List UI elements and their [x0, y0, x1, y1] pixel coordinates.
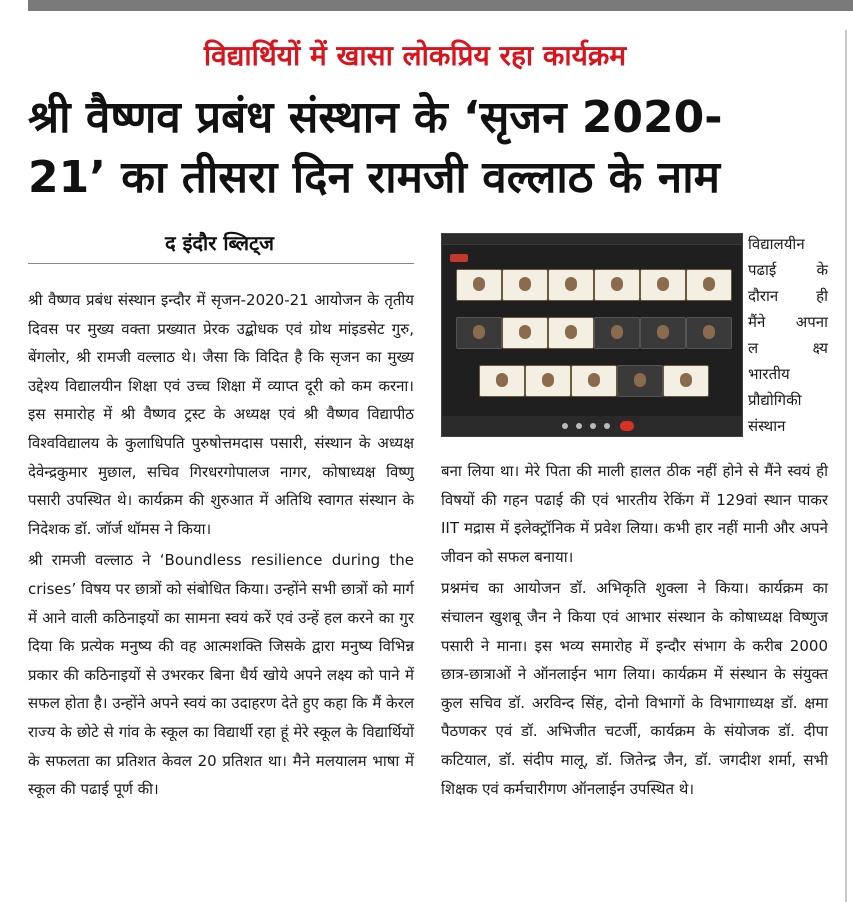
byline-rule [28, 263, 414, 264]
participant-tile [571, 365, 617, 397]
main-headline [28, 88, 843, 208]
participant-tile [502, 269, 548, 301]
participant-tile [479, 365, 525, 397]
top-rule [28, 0, 853, 11]
wrap-line: विद्यालयीन [748, 235, 805, 253]
left-paragraph-1: श्री वैष्णव प्रबंध संस्थान इन्दौर में सृजन-2020-21 आयोजन के तृतीय दिवस पर मुख्य वक्ता प्रख्यात प्रेरक उद्बोधक एवं ग्रोथ मांइडसेट गुरु, बेंगलोर, श्री रामजी वल्लाठ थे। जैसा कि विदित है कि सृजन का मुख्य उद्देश्य विद्यालयीन शिक्षा एवं उच्च शिक्षा में व्याप्त दूरी को कम करना। इस समारोह में श्री वैष्णव ट्रस्ट के अध्यक्ष एवं श्री वैष्णव विद्यापीठ विश्वविद्यालय के कुलाधिपति पुरुषोत्तमदास पसारी, संस्थान के अध्यक्ष देवेन्द्रकुमार मुछाल, सचिव गिरधरगोपालज नागर, कोषाध्यक्ष विष्णु पसारी उपस्थित थे। कार्यक्रम की शुरुआत में अतिथि स्वागत संस्थान के निदेशक डॉ. जॉर्ज थॉमस ने किया। [28, 291, 414, 538]
wrap-line: प्रौद्योगिकी [748, 391, 802, 409]
page-edge-rule [845, 30, 847, 902]
wrap-line: दौरान ही [748, 287, 828, 305]
right-paragraph-2: प्रश्नमंच का आयोजन डॉ. अभिकृति शुक्ला ने किया। कार्यक्रम का संचालन खुशबू जैन ने किया एवं आभार संस्थान के कोषाध्यक्ष विष्णुज पसारी ने माना। इस भव्य समारोह में इन्दौर संभाग के करीब 2000 छात्र-छात्राओं ने ऑनलाईन भाग लिया। कार्यक्रम में संस्थान के संयुक्त कुल सचिव डॉ. अरविन्द सिंह, दोनो विभागों के विभागाध्यक्ष डॉ. क्षमा पैठणकर एवं डॉ. अभिजीत चटर्जी, कार्यक्रम के संयोजक डॉ. दीपा कटियाल, डॉ. संदीप मालू, डॉ. जितेन्द्र जैन, डॉ. जगदीश शर्मा, सभी शिक्षक एवं कर्मचारीगण ऑनलाईन उपस्थित थे। [441, 579, 828, 798]
right-paragraph-1: बना लिया था। मेरे पिता की माली हालत ठीक नहीं होने से मैंने स्वयं ही विषयों की गहन पढाई की एवं भारतीय रेकिंग में 129वां स्थान पाकर IIT मद्रास में इलेक्ट्रॉनिक में प्रवेश लिया। कभी हार नहीं मानी और अपने जीवन को सफल बनाया। [441, 462, 828, 566]
camera-icon [576, 423, 582, 429]
participant-tile [594, 317, 640, 349]
participant-tile [640, 269, 686, 301]
participant-tile [686, 269, 732, 301]
participant-tile [686, 317, 732, 349]
wrap-line: पढाई के [748, 261, 828, 279]
wrap-line: मैंने अपना [748, 313, 828, 331]
kicker-headline: विद्यार्थियों में खासा लोकप्रिय रहा कार्यक्रम [203, 39, 627, 72]
byline: द इंदौर ब्लिट्ज [165, 231, 274, 255]
participant-tile [548, 317, 594, 349]
right-wrap-text [748, 231, 828, 439]
wrap-line: भारतीय [748, 365, 790, 383]
participant-tile [456, 269, 502, 301]
participant-tile [548, 269, 594, 301]
headline-line-1: श्री वैष्णव प्रबंध संस्थान के ‘सृजन 2020- [28, 92, 723, 143]
mic-icon [562, 423, 568, 429]
headline-line-2: 21’ का तीसरा दिन रामजी वल्लाठ के नाम [28, 152, 720, 203]
participant-tile [640, 317, 686, 349]
participant-tile [456, 317, 502, 349]
present-icon [604, 423, 610, 429]
participant-tile [617, 365, 663, 397]
left-paragraph-2: श्री रामजी वल्लाठ ने ‘Boundless resilience during the crises’ विषय पर छात्रों को संबोधित किया। उन्होंने सभी छात्रों को मार्ग में आने वाली कठिनाइयों का सामना स्वयं करें एवं उन्हें हल करने का गुर दिया कि प्रत्येक मनुष्य की वह आत्मशक्ति जिसके द्वारा मनुष्य विभिन्न प्रकार की कठिनाइयों से उभरकर बिना धैर्य खोये अपने लक्ष्य को पाने में सफल होता है। उन्होंने अपने स्वयं का उदाहरण देते हुए कहा कि मैं केरल राज्य के छोटे से गांव के स्कूल का विद्यार्थी रहा हूं मेरे स्कूल के विद्यार्थियों के सफलता का प्रतिशत केवल 20 प्रतिशत था। मैने मलयालम भाषा में स्कूल की पढाई पूर्ण की। [28, 551, 414, 799]
photo-browser-bar [442, 234, 742, 245]
right-column [441, 457, 828, 806]
record-indicator-icon [450, 254, 468, 262]
meeting-control-bar [442, 416, 742, 436]
end-call-icon [620, 421, 634, 431]
participant-tile [594, 269, 640, 301]
participant-tile [663, 365, 709, 397]
left-column [28, 286, 414, 807]
captions-icon [590, 423, 596, 429]
wrap-line: ल क्ष्य [748, 339, 828, 357]
wrap-line: संस्थान [748, 417, 786, 435]
participant-tile [502, 317, 548, 349]
participant-tile [525, 365, 571, 397]
video-conference-photo [441, 233, 743, 437]
